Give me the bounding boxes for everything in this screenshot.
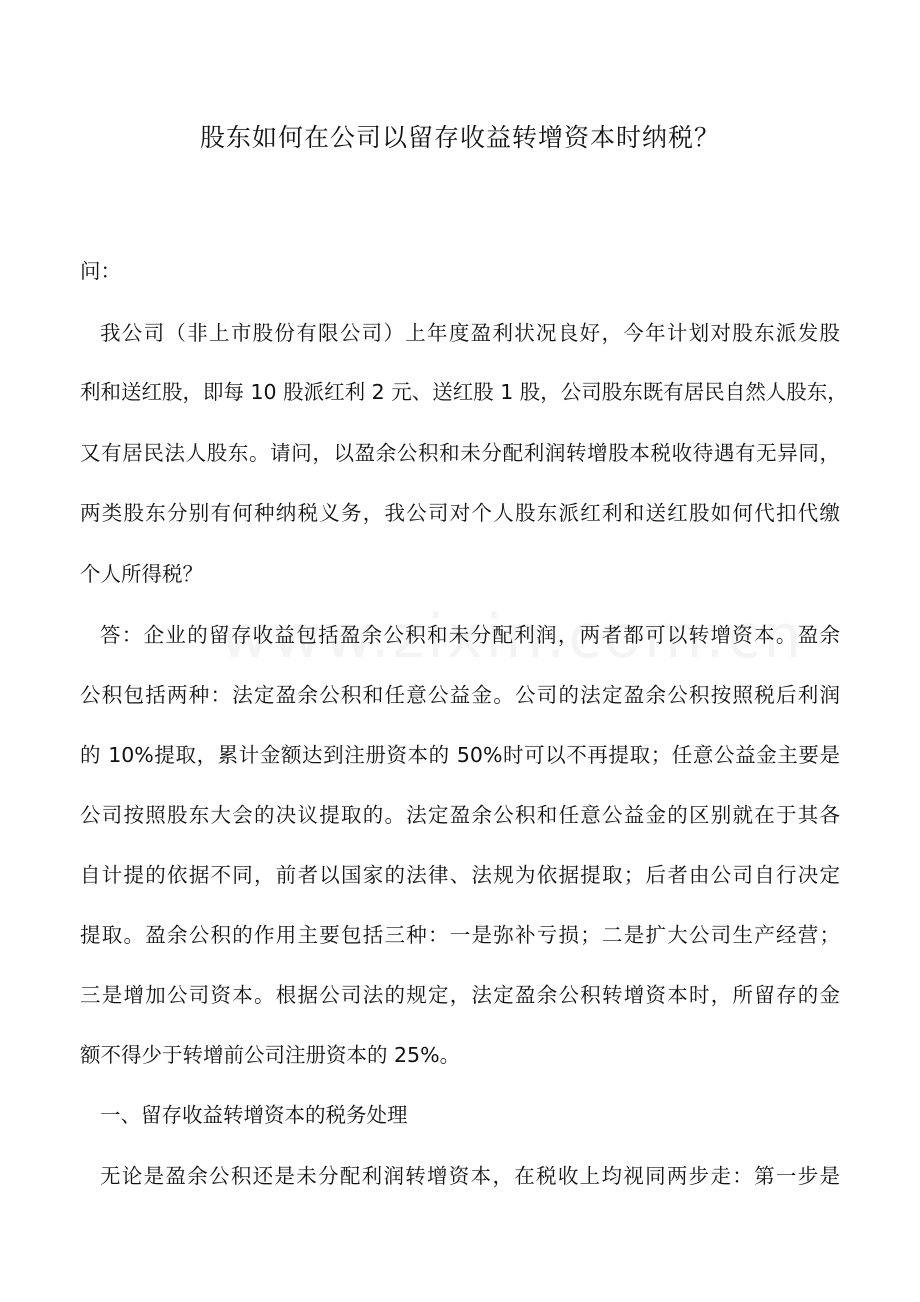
answer-line: 三是增加公司资本。根据公司法的规定，法定盈余公积转增资本时，所留存的金 [80, 983, 840, 1007]
question-label: 问： [80, 259, 121, 283]
question-line: 利和送红股，即每 10 股派红利 2 元、送红股 1 股，公司股东既有居民自然人股东， [80, 380, 848, 404]
section-heading: 一、留存收益转增资本的税务处理 [100, 1103, 408, 1127]
question-line: 个人所得税？ [80, 562, 203, 586]
question-line: 两类股东分别有何种纳税义务，我公司对个人股东派红利和送红股如何代扣代缴 [80, 501, 840, 525]
document-title: 股东如何在公司以留存收益转增资本时纳税？ [199, 123, 720, 152]
answer-line: 公司按照股东大会的决议提取的。法定盈余公积和任意公益金的区别就在于其各 [80, 803, 840, 827]
answer-line: 公积包括两种：法定盈余公积和任意公益金。公司的法定盈余公积按照税后利润 [80, 683, 840, 707]
question-line: 我公司（非上市股份有限公司）上年度盈利状况良好，今年计划对股东派发股 [100, 321, 840, 345]
answer-line: 答：企业的留存收益包括盈余公积和未分配利润，两者都可以转增资本。盈余 [100, 623, 840, 647]
answer-line: 自计提的依据不同，前者以国家的法律、法规为依据提取；后者由公司自行决定 [80, 863, 840, 887]
answer-line: 额不得少于转增前公司注册资本的 25%。 [80, 1043, 461, 1067]
question-line: 又有居民法人股东。请问，以盈余公积和未分配利润转增股本税收待遇有无异同， [80, 441, 840, 465]
answer-line: 提取。盈余公积的作用主要包括三种：一是弥补亏损；二是扩大公司生产经营； [80, 923, 840, 947]
body-line: 无论是盈余公积还是未分配利润转增资本，在税收上均视同两步走：第一步是 [100, 1164, 840, 1188]
answer-line: 的 10%提取，累计金额达到注册资本的 50%时可以不再提取；任意公益金主要是 [80, 743, 840, 767]
